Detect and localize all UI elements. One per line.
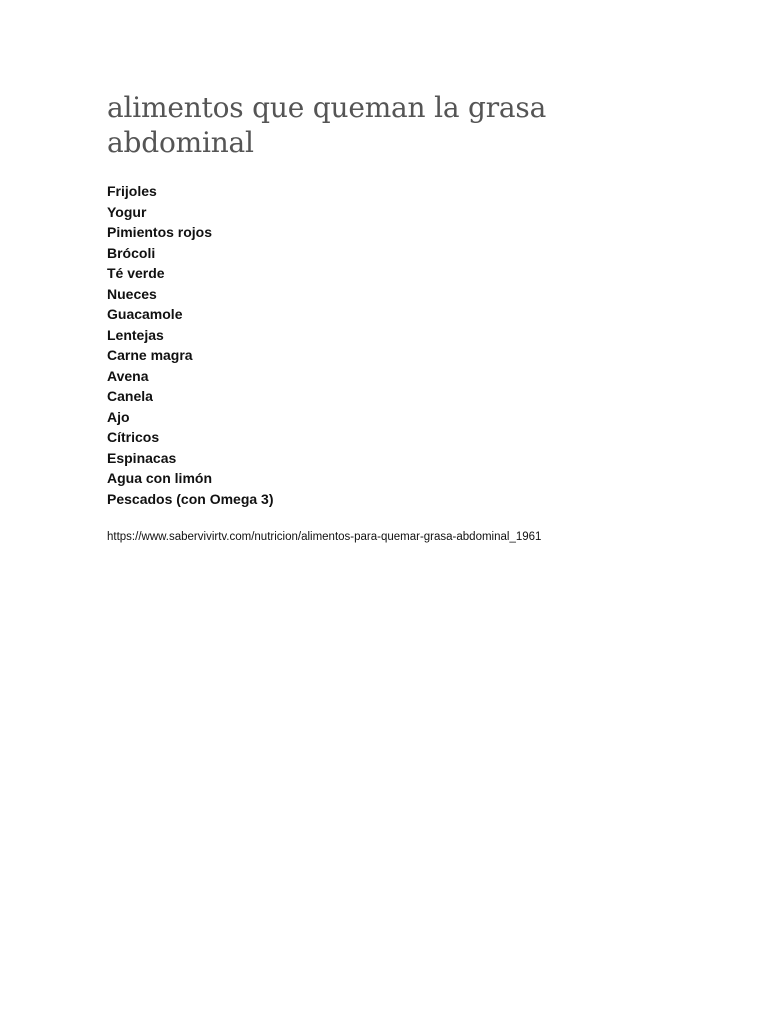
list-item: Lentejas: [107, 326, 164, 343]
food-list: [107, 181, 274, 509]
list-item: Avena: [107, 367, 149, 384]
page-title: alimentos que queman la grasa abdominal: [107, 91, 547, 159]
list-item: Guacamole: [107, 306, 183, 322]
list-item: Yogur: [107, 203, 147, 220]
list-item: Pescados (con Omega 3): [107, 490, 274, 507]
list-item: Ajo: [107, 408, 130, 425]
list-item: Pimientos rojos: [107, 224, 213, 240]
list-item: Té verde: [107, 265, 165, 281]
list-item: Espinacas: [107, 449, 177, 466]
list-item: Brócoli: [107, 244, 156, 261]
source-link[interactable]: https://www.sabervivirtv.com/nutricion/alimentos-para-quemar-grasa-abdominal_1961: [107, 531, 542, 543]
list-item: Nueces: [107, 285, 157, 302]
list-item: Carne magra: [107, 347, 193, 363]
list-item: Canela: [107, 388, 153, 404]
list-item: Frijoles: [107, 183, 157, 199]
list-item: Cítricos: [107, 429, 160, 445]
list-item: Agua con limón: [107, 470, 212, 486]
